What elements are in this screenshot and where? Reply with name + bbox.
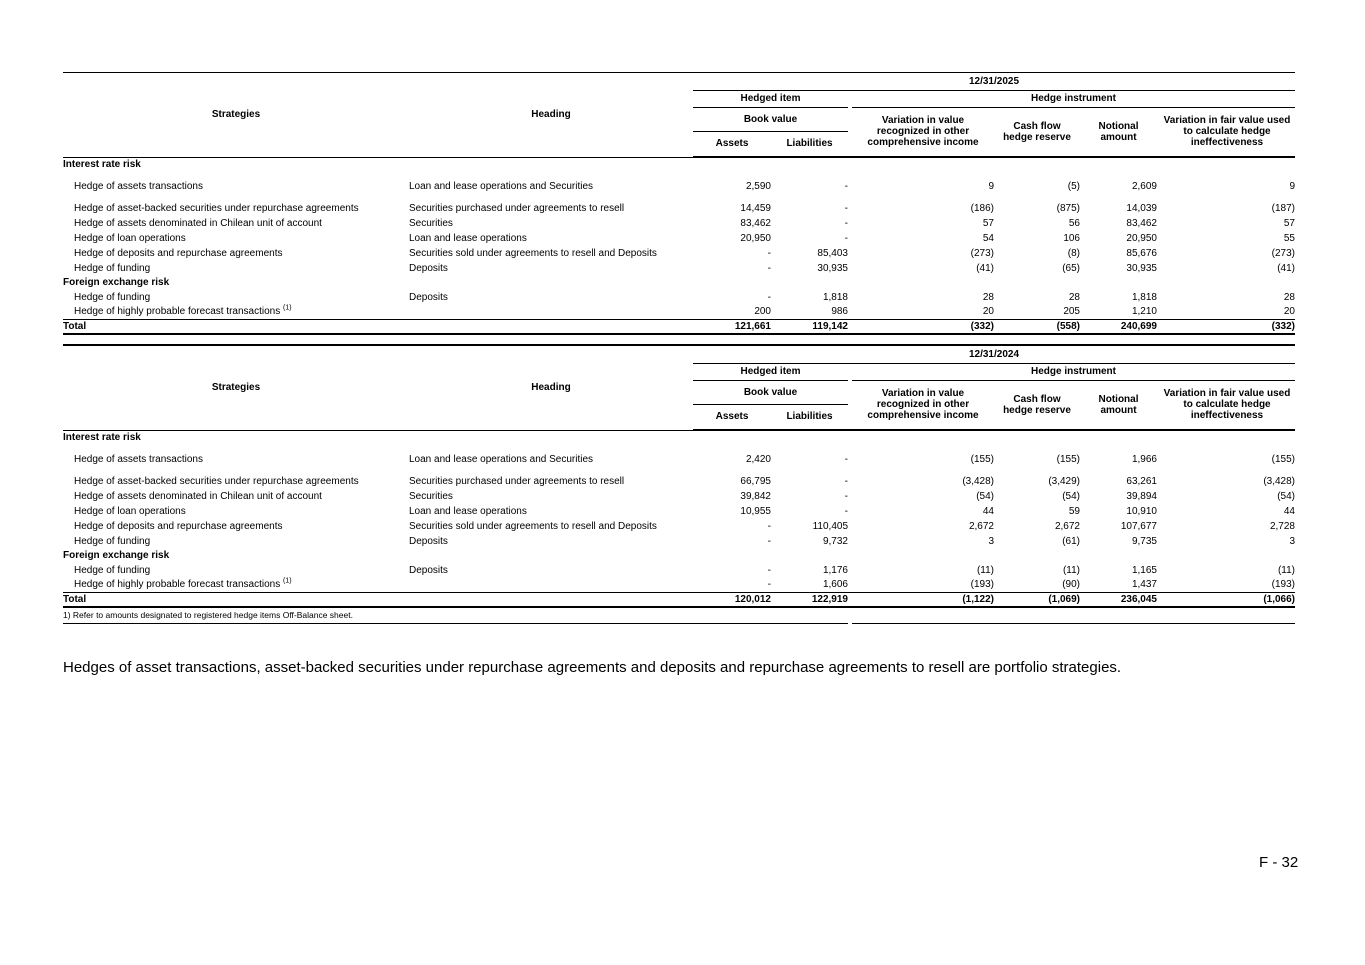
variation-fv-header: Variation in fair value used to calculate hedge ineffectiveness [1157,107,1295,156]
footnote-marker: (1) [283,304,292,312]
date-header: 12/31/2025 [693,73,1295,90]
table-row: Hedge of highly probable forecast transactions $^{(1)}$ 200 986 20 205 1,210 20 [74,304,1295,318]
hedge-table-2024 [63,344,1295,624]
table-row: Hedge of assets transactions Loan and lease operations and Securities 2,590 - 9 (5) 2,609 9 [74,181,1295,192]
table-row: Hedge of deposits and repurchase agreements Securities sold under agreements to resell and Deposits - 110,405 2,672 2,672 107,677 2,728 [74,520,1295,532]
section-interest-rate: Interest rate risk [63,159,141,170]
footnote-marker: (1) [283,577,292,585]
cash-flow-header: Cash flow hedge reserve [994,380,1080,429]
book-value-header: Book value [693,107,848,131]
hedge-table-2025 [63,72,1295,335]
book-value-header: Book value [693,380,848,404]
variation-oci-header: Variation in value recognized in other comprehensive income [852,380,994,429]
table-row: Hedge of assets denominated in Chilean unit of account Securities 39,842 - (54) (54) 39,894 (54) [74,490,1295,502]
strategies-header: Strategies [211,382,261,394]
section-foreign-exchange: Foreign exchange risk [63,550,170,561]
table-row: Hedge of funding Deposits - 9,732 3 (61) 9,735 3 [74,535,1295,547]
table-row: Hedge of assets denominated in Chilean unit of account Securities 83,462 - 57 56 83,462 57 [74,217,1295,229]
assets-header: Assets [693,404,771,429]
hedged-item-header: Hedged item [693,363,848,380]
table-row: Hedge of funding Deposits - 1,176 (11) (11) 1,165 (11) [74,564,1295,576]
strategies-header: Strategies [211,109,261,121]
table-row: Hedge of asset-backed securities under repurchase agreements Securities purchased under agreements to resell 14,459 - (186) (875) 14,039 (187) [74,203,1295,214]
table-row: Hedge of funding Deposits - 1,818 28 28 1,818 28 [74,291,1295,303]
date-header: 12/31/2024 [693,346,1295,363]
table-row: Hedge of funding Deposits - 30,935 (41) (65) 30,935 (41) [74,262,1295,274]
table-row: Hedge of assets transactions Loan and lease operations and Securities 2,420 - (155) (155) 1,966 (155) [74,454,1295,465]
portfolio-note-paragraph: Hedges of asset transactions, asset-backed securities under repurchase agreements and deposits and repurchase agreements to resell are portfolio strategies. [63,659,1122,676]
heading-header: Heading [531,109,571,121]
liabilities-header: Liabilities [771,131,848,156]
footnote-row [63,607,1295,624]
cash-flow-header: Cash flow hedge reserve [994,107,1080,156]
section-foreign-exchange: Foreign exchange risk [63,277,170,288]
hedge-instrument-header: Hedge instrument [852,363,1295,380]
table-row: Hedge of loan operations Loan and lease operations 20,950 - 54 106 20,950 55 [74,232,1295,244]
hedged-item-header: Hedged item [693,90,848,107]
assets-header: Assets [693,131,771,156]
page-number: F - 32 [1259,854,1299,871]
variation-fv-header: Variation in fair value used to calculate hedge ineffectiveness [1157,380,1295,429]
table-row: Hedge of asset-backed securities under repurchase agreements Securities purchased under agreements to resell 66,795 - (3,428) (3,429) 63,261 (3,428) [74,476,1295,487]
hedge-instrument-header: Hedge instrument [852,90,1295,107]
notional-header: Notional amount [1080,380,1157,429]
total-row: Total 121,661 119,142 (332) (558) 240,699 (332) [63,320,1295,332]
footnote: 1) Refer to amounts designated to registered hedge items Off-Balance sheet. [63,607,848,624]
notional-header: Notional amount [1080,107,1157,156]
table-row: Hedge of deposits and repurchase agreements Securities sold under agreements to resell and Deposits - 85,403 (273) (8) 85,676 (273) [74,247,1295,259]
table-row: Hedge of loan operations Loan and lease operations 10,955 - 44 59 10,910 44 [74,505,1295,517]
variation-oci-header: Variation in value recognized in other comprehensive income [852,107,994,156]
liabilities-header: Liabilities [771,404,848,429]
section-interest-rate: Interest rate risk [63,432,141,443]
total-row: Total 120,012 122,919 (1,122) (1,069) 236,045 (1,066) [63,593,1295,605]
heading-header: Heading [531,382,571,394]
table-row: Hedge of highly probable forecast transactions $^{(1)}$ - 1,606 (193) (90) 1,437 (193) [74,577,1295,591]
